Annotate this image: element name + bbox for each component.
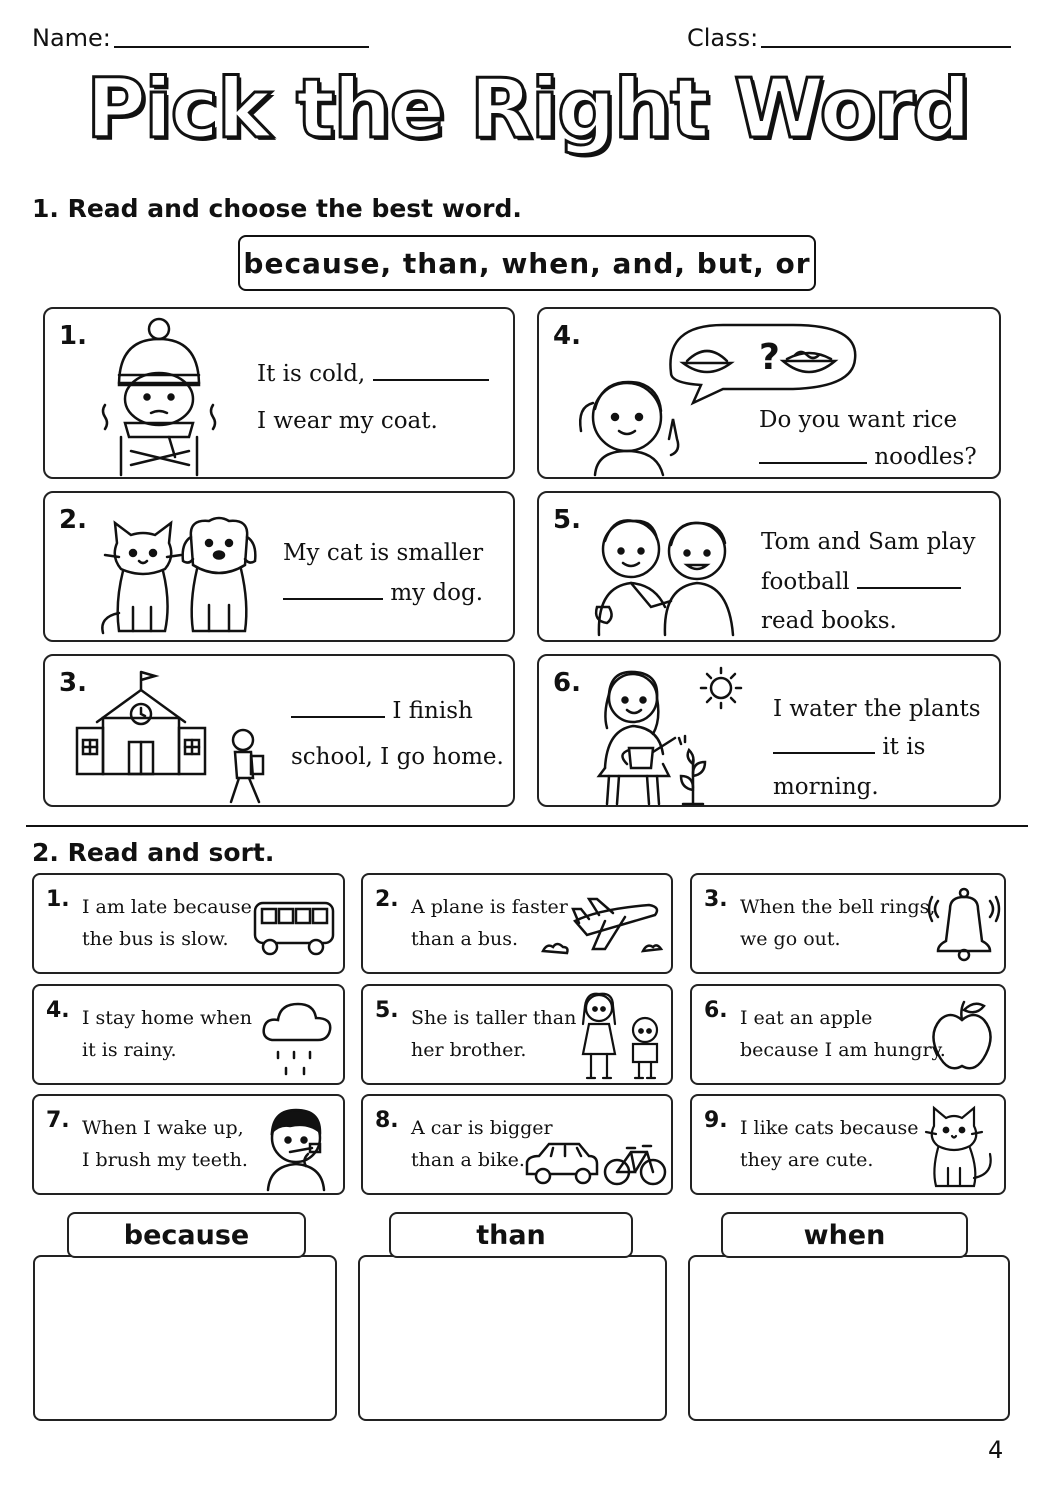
word-bank: because, than, when, and, but, or	[238, 235, 816, 291]
class-field[interactable]	[761, 46, 1011, 48]
sort-card-5[interactable]	[361, 984, 673, 1085]
answer-blank[interactable]	[291, 715, 385, 718]
school-and-student-illustration	[73, 668, 273, 806]
apple-icon	[930, 998, 996, 1074]
item-text: my dog.	[390, 580, 484, 606]
item-number: 6.	[704, 998, 728, 1023]
item-text: She is taller than	[411, 1007, 577, 1029]
boy-brushing-teeth-icon	[260, 1102, 340, 1192]
item-text: When I wake up,	[82, 1117, 244, 1139]
item-number: 6.	[553, 668, 581, 698]
bell-icon	[928, 883, 1002, 963]
question-mark: ?	[759, 337, 780, 378]
exercise-card-3	[43, 654, 515, 807]
bus-icon	[252, 899, 336, 957]
item-text: read books.	[761, 608, 897, 634]
item-text: I am late because	[82, 896, 252, 918]
item-number: 4.	[553, 321, 581, 351]
item-text: football	[761, 569, 850, 595]
item-text: it is	[882, 734, 926, 760]
answer-blank[interactable]	[283, 597, 383, 600]
sort-box-than[interactable]	[358, 1255, 667, 1421]
item-number: 5.	[553, 505, 581, 535]
item-number: 3.	[59, 668, 87, 698]
page-title: Pick the Right Word	[86, 62, 969, 157]
sort-box-label-than: than	[389, 1212, 633, 1258]
item-text: I stay home when	[82, 1007, 252, 1029]
item-text: I like cats because	[740, 1117, 919, 1139]
answer-blank[interactable]	[857, 586, 961, 589]
exercise-card-5	[537, 491, 1001, 642]
name-label: Name:	[32, 24, 111, 52]
sort-card-7[interactable]	[32, 1094, 345, 1195]
car-and-bicycle-icon	[523, 1138, 669, 1188]
item-text: they are cute.	[740, 1149, 874, 1171]
section2-heading: 2. Read and sort.	[32, 838, 275, 867]
page-number: 4	[988, 1436, 1004, 1464]
section-divider	[26, 825, 1028, 827]
sort-card-4[interactable]	[32, 984, 345, 1085]
item-text: than a bus.	[411, 928, 519, 950]
item-text: A car is bigger	[411, 1117, 553, 1139]
answer-blank[interactable]	[759, 461, 867, 464]
item-text: because I am hungry.	[740, 1039, 946, 1061]
item-text: morning.	[773, 774, 879, 800]
cold-child-illustration	[97, 315, 227, 477]
item-text: it is rainy.	[82, 1039, 177, 1061]
sort-card-2[interactable]	[361, 873, 673, 974]
exercise-card-1	[43, 307, 515, 479]
item-text: her brother.	[411, 1039, 527, 1061]
section1-heading: 1. Read and choose the best word.	[32, 194, 522, 223]
item-number: 5.	[375, 998, 399, 1023]
item-number: 9.	[704, 1108, 728, 1133]
item-text: I brush my teeth.	[82, 1149, 248, 1171]
item-text: than a bike.	[411, 1149, 525, 1171]
cat-icon	[924, 1104, 1000, 1190]
sort-box-label-because: because	[67, 1212, 306, 1258]
sort-box-when[interactable]	[688, 1255, 1010, 1421]
sort-card-1[interactable]	[32, 873, 345, 974]
answer-blank[interactable]	[373, 378, 489, 381]
cat-and-dog-illustration	[93, 513, 263, 635]
item-number: 2.	[375, 887, 399, 912]
answer-blank[interactable]	[773, 751, 875, 754]
item-text: school, I go home.	[291, 744, 504, 770]
item-number: 3.	[704, 887, 728, 912]
sort-card-9[interactable]	[690, 1094, 1006, 1195]
tom-and-sam-illustration	[593, 511, 739, 637]
item-number: 7.	[46, 1108, 70, 1133]
sort-box-label-when: when	[721, 1212, 968, 1258]
exercise-card-4	[537, 307, 1001, 479]
item-text: noodles?	[874, 444, 977, 470]
item-number: 8.	[375, 1108, 399, 1133]
item-text: A plane is faster	[411, 896, 568, 918]
item-number: 1.	[59, 321, 87, 351]
item-text: It is cold,	[257, 361, 366, 387]
sort-card-6[interactable]	[690, 984, 1006, 1085]
girl-watering-plants-illustration	[589, 664, 749, 806]
item-text: Tom and Sam play	[761, 529, 976, 555]
item-text: I water the plants	[773, 696, 981, 722]
sort-card-3[interactable]	[690, 873, 1006, 974]
item-number: 4.	[46, 998, 70, 1023]
item-number: 1.	[46, 887, 70, 912]
sister-and-brother-icon	[575, 990, 669, 1082]
item-text: we go out.	[740, 928, 841, 950]
exercise-card-2	[43, 491, 515, 642]
exercise-card-6	[537, 654, 1001, 807]
class-label: Class:	[687, 24, 759, 52]
item-number: 2.	[59, 505, 87, 535]
item-text: I wear my coat.	[257, 408, 438, 434]
item-text: When the bell rings,	[740, 896, 936, 918]
name-field[interactable]	[114, 46, 369, 48]
item-text: the bus is slow.	[82, 928, 229, 950]
item-text: I eat an apple	[740, 1007, 873, 1029]
airplane-icon	[539, 891, 665, 963]
sort-box-because[interactable]	[33, 1255, 337, 1421]
item-text: My cat is smaller	[283, 540, 484, 566]
rain-cloud-icon	[262, 998, 334, 1078]
item-text: I finish	[392, 698, 473, 724]
item-text: Do you want rice	[759, 407, 958, 433]
sort-card-8[interactable]	[361, 1094, 673, 1195]
